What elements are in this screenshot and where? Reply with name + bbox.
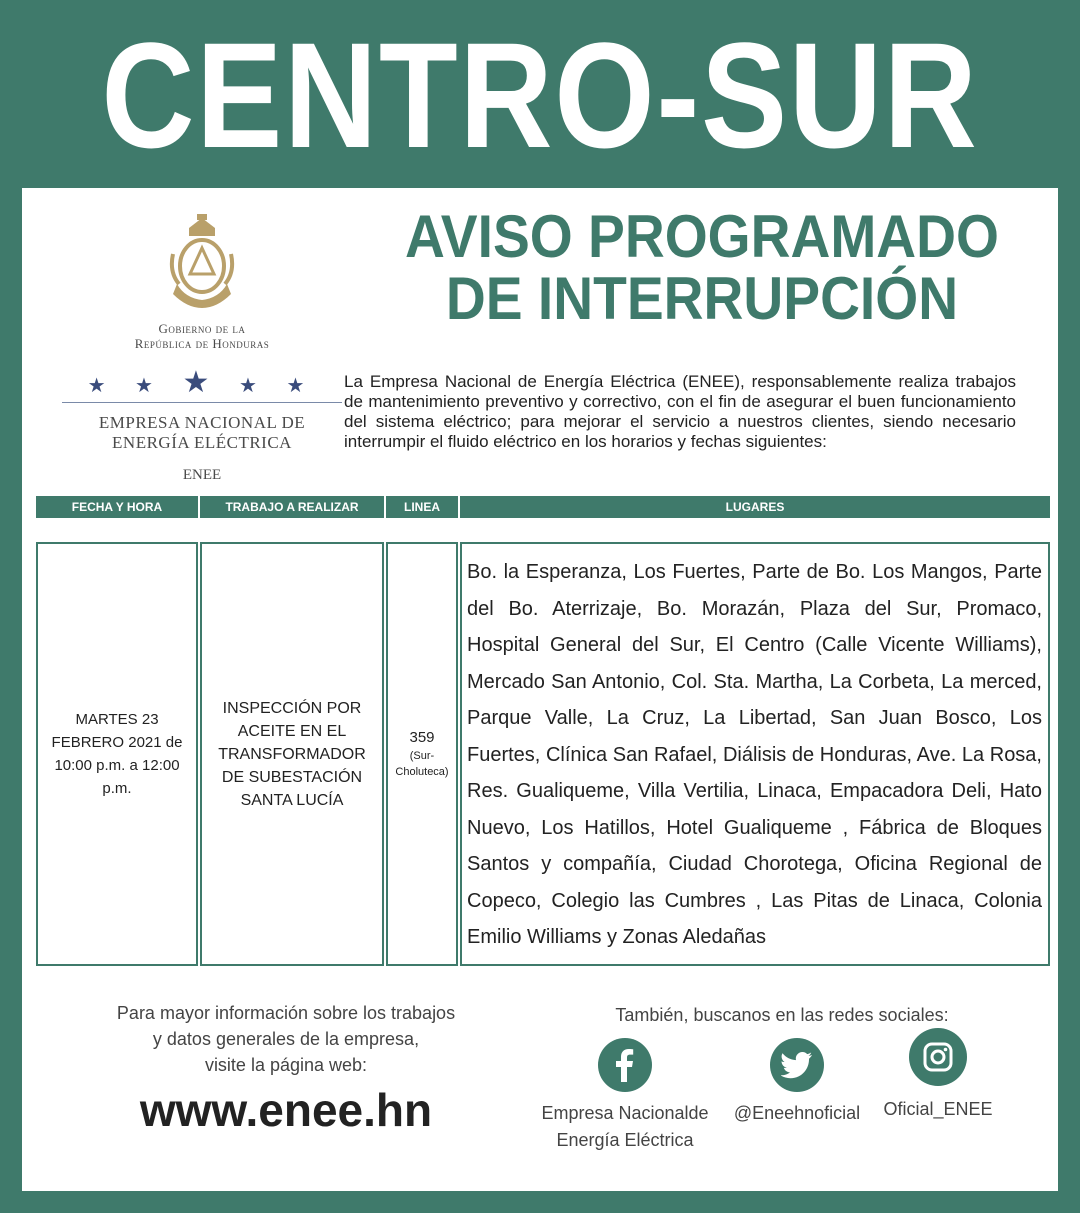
more-info-line-1: Para mayor información sobre los trabajos bbox=[116, 1003, 456, 1023]
company-name bbox=[52, 413, 352, 453]
more-info bbox=[96, 1000, 476, 1078]
cell-places bbox=[460, 542, 1050, 966]
header-work: TRABAJO A REALIZAR bbox=[200, 496, 384, 518]
facebook-label-line-2: Energía Eléctrica bbox=[556, 1130, 694, 1150]
line-name: (Sur-Choluteca) bbox=[395, 750, 449, 778]
header-line: LINEA bbox=[386, 496, 458, 518]
government-label bbox=[52, 321, 352, 351]
cell-line bbox=[386, 542, 458, 966]
company-acronym: ENEE bbox=[182, 467, 222, 483]
coat-of-arms-icon bbox=[167, 214, 237, 308]
stars-right: ★ ★ bbox=[239, 375, 317, 397]
date-text: MARTES 23 FEBRERO 2021 de 10:00 p.m. a 12:00 p.m. bbox=[51, 711, 183, 797]
instagram-label: Oficial_ENEE bbox=[883, 1099, 993, 1119]
facebook-icon bbox=[598, 1038, 652, 1092]
work-text: INSPECCIÓN POR ACEITE EN EL TRANSFORMADOR DE SUBESTACIÓN SANTA LUCÍA bbox=[218, 699, 366, 809]
facebook-label-line-1: Empresa Nacionalde bbox=[541, 1103, 709, 1123]
instagram-icon bbox=[909, 1028, 967, 1086]
company-line-2: ENERGÍA ELÉCTRICA bbox=[112, 433, 292, 452]
notice-panel bbox=[22, 188, 1058, 1191]
star-center-icon: ★ bbox=[182, 366, 222, 399]
enee-logo bbox=[52, 214, 352, 483]
logo-divider bbox=[62, 402, 342, 403]
notice-title-line-1: AVISO PROGRAMADO bbox=[405, 203, 999, 270]
stars-left: ★ ★ bbox=[87, 375, 165, 397]
twitter-link[interactable] bbox=[722, 1038, 872, 1127]
notice-title-line-2: DE INTERRUPCIÓN bbox=[445, 265, 959, 332]
more-info-line-3: visite la página web: bbox=[204, 1055, 368, 1075]
header-date: FECHA Y HORA bbox=[36, 496, 198, 518]
website-link[interactable]: www.enee.hn bbox=[139, 1084, 433, 1136]
stars-row bbox=[52, 365, 352, 400]
notice-title bbox=[380, 203, 1024, 332]
intro-paragraph: La Empresa Nacional de Energía Eléctrica (ENEE), responsablemente realiza trabajos de mantenimiento preventivo y correctivo, con el fin de asegurar el buen funcionamiento del sistema eléctrico; para mejorar el servicio a nuestros clientes, siendo necesario interrumpir el fluido eléctrico en los horarios y fechas siguientes: bbox=[344, 372, 1016, 451]
cell-work bbox=[200, 542, 384, 966]
line-number: 359 bbox=[409, 729, 435, 746]
company-line-1: EMPRESA NACIONAL DE bbox=[98, 413, 306, 432]
facebook-link[interactable] bbox=[530, 1038, 720, 1154]
cell-date bbox=[36, 542, 198, 966]
region-title: CENTRO-SUR bbox=[101, 11, 979, 179]
instagram-link[interactable] bbox=[868, 1028, 1008, 1123]
twitter-icon bbox=[770, 1038, 824, 1092]
header-places: LUGARES bbox=[460, 496, 1050, 518]
government-line-2: República de Honduras bbox=[134, 336, 270, 351]
twitter-label: @Eneehnoficial bbox=[733, 1103, 861, 1123]
social-heading: También, buscanos en las redes sociales: bbox=[615, 1005, 949, 1025]
government-line-1: Gobierno de la bbox=[158, 321, 246, 336]
places-text: Bo. la Esperanza, Los Fuertes, Parte de Bo. Los Mangos, Parte del Bo. Aterrizaje, Bo. Morazán, Plaza del Sur, Promaco, Hospital General del Sur, El Centro (Calle Vicente Williams), Mercado San Antonio, Col. Sta. Martha, La Corbeta, La merced, Parque Valle, La Cruz, La Libertad, San Juan Bosco, Los Fuertes, Clínica San Rafael, Diálisis de Honduras, Ave. La Rosa, Res. Gualiqueme, Villa Vertilia, Linaca, Empacadora Deli, Hato Nuevo, Los Hatillos, Hotel Gualiqueme , Fábrica de Bloques Santos y compañía, Ciudad Chorotega, Oficina Regional de Copeco, Colegio las Cumbres , Las Pitas de Linaca, Colonia Emilio Williams y Zonas Aledañas bbox=[467, 561, 1042, 948]
more-info-line-2: y datos generales de la empresa, bbox=[152, 1029, 420, 1049]
